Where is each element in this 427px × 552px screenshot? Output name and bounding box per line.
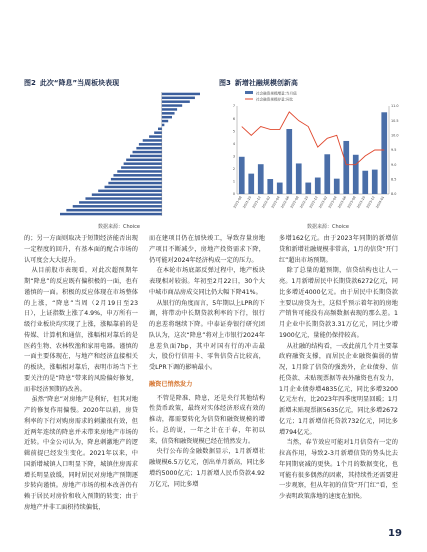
figure2-title	[24, 78, 119, 88]
col1-paragraph-4: 虽然“降息”对房地产是利好，但其对地产的修复作用偏慢。2020年以前，房贷利率的下行对购房需求的刺激很有效，但近两年连续的降息并未带来房地产市场的近转。中金公司认为，降息刺激地产的逻辑前提已经发生变化。2021年以来，中国新增城镇人口明显下降，城镇住房需求增长明显放缓，同时居民对房地产预期逐步转向谨慎。房地产市场的根本改善仍有赖于居民对房价和收入预期的转变；由于房地产并非工面积持续偏低，	[24, 396, 138, 511]
figure2-bar	[143, 139, 162, 141]
col2-paragraph-2: 在本轮市场底部反弹过程中，地产板块表现相对较弱。年初至2月22日，30个大中城市商品房成交同比仍大幅下降41%。	[149, 267, 265, 296]
figure3-bar	[334, 179, 340, 194]
figure3-source: 数据来源：Choice	[307, 224, 349, 230]
col3-paragraph-4: 当然，春节效应可能对1月信贷有一定的拉高作用，导致2-3月新增信贷的势头比去年同期衰减的更快。1个月的数据变化，也可能有很多偶然的因素，其持续性还需要进一步观察，但从年初的信贷“开门红”看，至少表明政策落地的速度在加快。	[279, 439, 398, 500]
figure3-x-tick-label: 2021-08	[232, 195, 243, 210]
page-number: 19	[388, 528, 402, 539]
figure2-bar	[111, 178, 162, 180]
figure2-bar	[113, 174, 161, 176]
text-column-3	[279, 234, 398, 503]
figure2-bar	[130, 155, 162, 157]
section-heading: 融资已悄然发力	[149, 380, 193, 388]
figure3-number: 图3	[219, 79, 231, 87]
legend-swatch-bars	[245, 91, 253, 94]
figure2-bar	[162, 108, 177, 110]
figure3-bar	[277, 183, 283, 194]
figure3-bar	[353, 155, 359, 194]
figure3-x-tick-label: 2022-12	[308, 195, 319, 210]
figure3-title	[219, 78, 298, 88]
figure3-bar	[258, 164, 264, 194]
figure3-right-tick-label: 9.5	[391, 148, 397, 153]
figure3-x-tick-label: 2023-10	[355, 195, 367, 210]
figure3-bar	[305, 183, 311, 194]
figure3-title-text: 新增社融规模创新高	[234, 79, 298, 87]
figure2-bar	[79, 201, 162, 203]
figure3-bar	[267, 179, 273, 194]
figure2-bar	[136, 147, 161, 149]
figure3-left-tick-label: 3	[232, 154, 235, 159]
figure2-bar	[139, 143, 162, 145]
figure2-bar	[162, 120, 168, 122]
col3-paragraph-1: 多增162亿元。由于2023年同期的新增信贷和新增社融规模非常高，1月的信贷“开门红”超出市场预期。	[279, 235, 398, 264]
figure2-bar	[105, 186, 162, 188]
figure3-bar	[343, 141, 349, 194]
figure3-chart	[219, 88, 405, 218]
figure3-bar	[296, 163, 302, 194]
figure3-legend	[245, 91, 297, 102]
figure3-left-tick-label: 5	[232, 129, 235, 134]
figure2-bar	[162, 104, 182, 106]
figure2-bar	[149, 135, 162, 137]
figure3-right-tick-label: 10.0	[391, 133, 399, 138]
figure2-bar	[162, 112, 175, 114]
figure3-x-tick-label: 2022-10	[298, 195, 310, 210]
figure3-bar	[362, 171, 368, 194]
figure3-right-tick-label: 10.5	[391, 118, 399, 123]
col3-paragraph-2: 除了总量的超预期，信贷结构也让人一亮。1月新增居民中长期贷款6272亿元，同比多增近4000亿元。由于居民中长期贷款主要以房贷为主，这似乎预示着年初的房地产销售可能没有高频数据表现的那么差。1月企业中长期贷款3.31万亿元，同比少增1900亿元，量能仍保持较高。	[279, 267, 398, 339]
figure2-bar	[133, 151, 162, 153]
figure2-bar	[162, 116, 172, 118]
figure2-bar	[162, 97, 195, 99]
figure2-bar	[162, 93, 200, 95]
figure3-left-tick-label: 6	[232, 116, 235, 121]
figure3-bar	[381, 112, 387, 194]
figure2-bar	[66, 209, 161, 211]
figure2-bar	[85, 197, 161, 199]
legend-label-line: 社会融资规模存量:同比	[256, 97, 294, 102]
figure2-bar	[73, 205, 162, 207]
figure3-bar	[248, 174, 254, 194]
figure3-x-tick-label: 2022-08	[289, 195, 300, 210]
figure3-x-tick-label: 2021-10	[241, 195, 253, 210]
figure3-left-tick-label: 1	[232, 179, 235, 184]
figure3-right-tick-label: 8.5	[391, 177, 397, 182]
figure3-bar	[315, 178, 321, 194]
figure2-bar	[124, 162, 162, 164]
figure2-bar	[126, 159, 162, 161]
figure3-x-tick-label: 2022-06	[279, 195, 291, 210]
figure3-x-tick-label: 2023-06	[336, 195, 348, 210]
figure3-line	[242, 112, 385, 165]
figure2-bar	[98, 190, 162, 192]
col2-paragraph-3: 从银行的角度而言，5年期以上LPR的下调，将带动中长期贷款利率的下行，银行的息差将继续下降。中泰证券银行研究团队认为，这次“降息”将对上市银行2024年息差负面7bp，其中对国有行的冲击最大，股份行信用卡、零售信贷占比较高，受LPR下调的影响最小。	[149, 299, 265, 371]
figure2-bar	[92, 193, 162, 195]
col3-paragraph-3: 从社融的结构看，一改此前几个月主要靠政府融资支撑，而居民企业融资偏弱的情况，1月除了信贷的强劲外，企业债券、信托贷款、未贴现票据等表外融资也有发力，1月企业债券增4835亿元，同比多增3200亿元左右，比2023年四季度明显回暖；1月新增未贴现票据5635亿元，同比多增2672亿元；1月新增信托贷款732亿元，同比多增794亿元。	[279, 342, 398, 436]
figure3-right-tick-label: 9.0	[391, 162, 397, 167]
figure3-left-tick-label: 4	[232, 141, 235, 146]
col2-paragraph-5: 央行公布的金融数据显示，1月新增社融规模6.5万亿元，创出单月新高，同比多增约5000亿元；1月新增人民币贷款4.92万亿元，同比多增	[149, 448, 265, 488]
figure3-right-tick-label: 8.0	[391, 192, 397, 197]
figure3-left-tick-label: 7	[232, 104, 235, 109]
figure3-x-tick-label: 2023-12	[365, 195, 376, 210]
figure2-number: 图2	[24, 79, 36, 87]
figure3-bar	[239, 157, 245, 194]
col2-paragraph-4: 不管是降准、降息，还是央行其他结构性货币政策，最终对实体经济形成有效的推动，都需要转化为信贷和融资规模的增长。总的说，一年之计在于春，年初以来，信贷和融资规模已经在悄然发力。	[149, 394, 265, 445]
figure3-right-tick-label: 11.0	[391, 104, 399, 109]
figure3-x-tick-label: 2023-08	[346, 195, 357, 210]
text-column-2	[149, 234, 265, 490]
figure2-chart	[24, 90, 204, 218]
legend-label-bars: 社会融资规模增量:当月值	[256, 91, 297, 96]
col1-paragraph-1: 的；另一方面则取决于短期经济能否出现一定程度的回升，有基本面的配合市场的认可度会大大提升。	[24, 235, 138, 264]
text-column-1	[24, 234, 138, 514]
figure3-x-tick-label: 2024-01	[374, 195, 386, 210]
figure3-bar	[372, 170, 378, 194]
figure2-bar	[158, 128, 162, 130]
figure2-source: 数据来源：Choice	[98, 224, 140, 230]
col1-paragraph-3: 从目前股市表现看，对此次超预期年期“降息”的反应既有偏积极的一面，也有谨慎的一面。积极的反应体现在市场整体的上涨，“降息”当周（2月19日至23日），上证指数上涨了4.9%，申万所有一级行业板块均实现了上涨，涨幅靠前的是传媒、计算机和通信，涨幅相对靠后的是医药生物、农林牧渔和家用电器。谨慎的一面主要体现在，与地产和经济直接相关的板块，涨幅相对靠后，表明市场当下主要关注的是“降息”带来的风险偏好修复，而非经济预期的改善。	[24, 267, 138, 393]
figure3-bar	[324, 154, 330, 194]
figure2-title-text: 此次“降息”当周板块表现	[39, 79, 120, 87]
figure2-bar	[117, 170, 162, 172]
figure3-left-tick-label: 0	[232, 192, 235, 197]
figure2-bar	[108, 182, 161, 184]
figure2-bar	[154, 131, 162, 133]
figure2-bar	[162, 124, 165, 126]
figure3-x-tick-label: 2023-02	[317, 195, 329, 210]
figure2-bar	[121, 166, 162, 168]
figure2-bar	[162, 100, 190, 102]
figure3-x-tick-label: 2023-04	[327, 195, 338, 210]
figure3-left-tick-label: 2	[232, 167, 235, 172]
figure3-x-tick-label: 2022-04	[270, 195, 281, 210]
figure3-x-tick-label: 2022-02	[260, 195, 272, 210]
col2-paragraph-1: 而在建项目仍在加快竣工，导致存量房地产项目不断减少，房地产投资需求下降，仍可能对2024年经济构成一定的压力。	[149, 235, 265, 264]
figure3-x-tick-label: 2021-12	[251, 195, 262, 210]
figure2-bar	[60, 213, 162, 215]
figure3-bar	[286, 129, 292, 194]
